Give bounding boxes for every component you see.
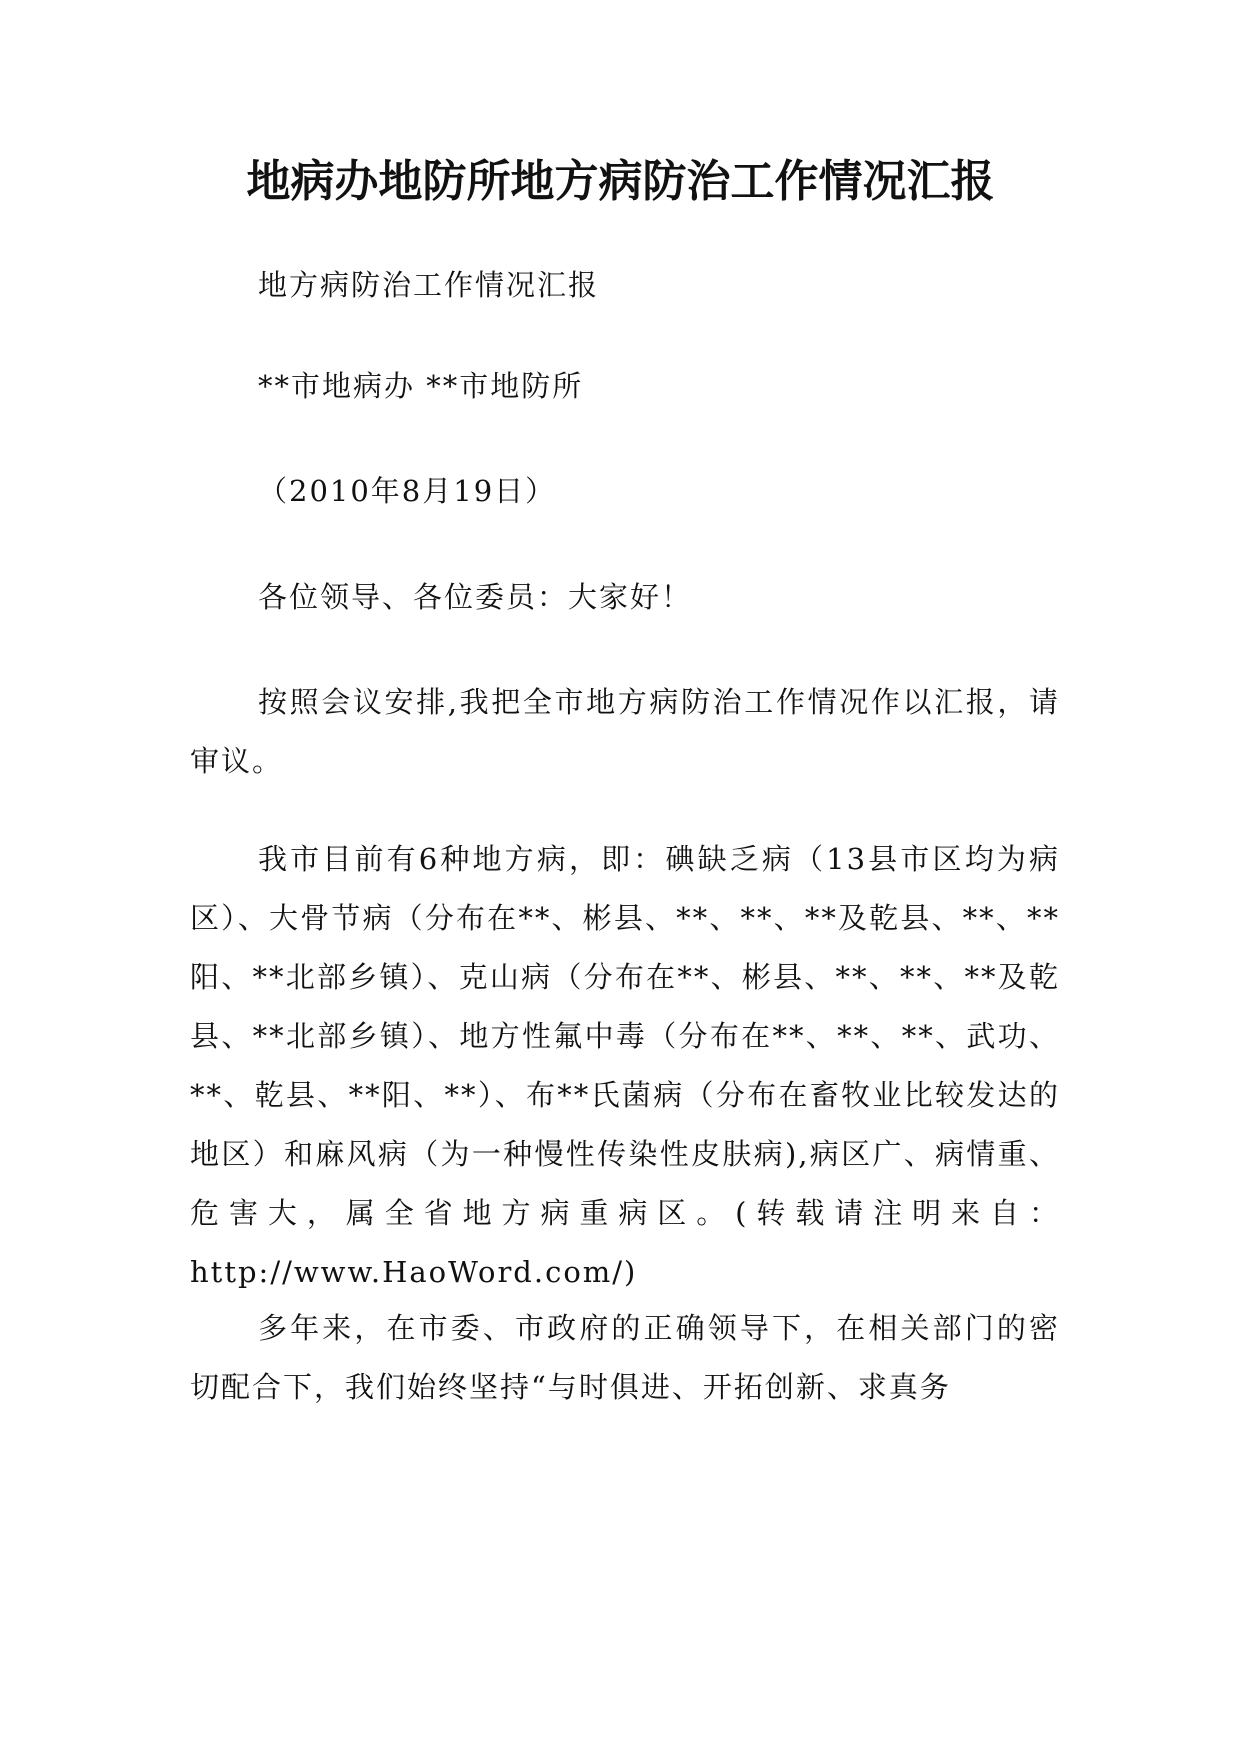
document-title: 地病办地防所地方病防治工作情况汇报 (246, 156, 995, 207)
report-date: （2010年8月19日） (258, 474, 557, 508)
paragraph-diseases: 我市目前有6种地方病，即：碘缺乏病（13县市区均为病区）、大骨节病（分布在**、彬县、**、**、**及乾县、**、**阳、**北部乡镇）、克山病（分布在**、彬县、**、**、**及乾县、**北部乡镇）、地方性氟中毒（分布在**、**、**、武功、**、乾县、**阳、**）、布**氏菌病（分布在畜牧业比较发达的地区）和麻风病（为一种慢性传染性皮肤病),病区广、病情重、危害大，属全省地方病重病区。(转载请注明来自：http://www.HaoWord.com/) (190, 842, 1060, 1289)
paragraph-progress: 多年来，在市委、市政府的正确领导下，在相关部门的密切配合下，我们始终坚持“与时俱进、开拓创新、求真务 (190, 1311, 1060, 1404)
greeting: 各位领导、各位委员：大家好！ (258, 580, 693, 614)
paragraph-intro: 按照会议安排,我把全市地方病防治工作情况作以汇报，请审议。 (190, 685, 1060, 778)
report-heading: 地方病防治工作情况汇报 (258, 268, 600, 302)
report-authors: **市地病办 **市地防所 (258, 369, 584, 403)
